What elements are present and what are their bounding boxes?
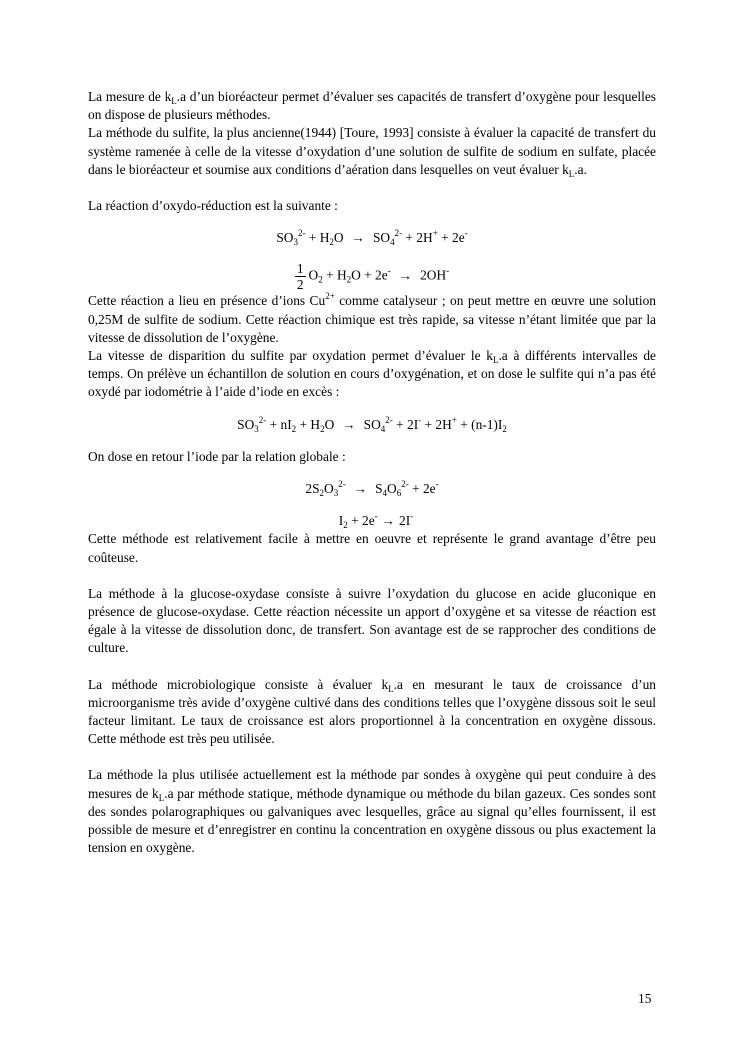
fraction-one-half: $\frac{1}{2}$ bbox=[296, 261, 304, 293]
equation-oxygen-reduction: $\frac{1}{2}$ $O_2 + H_2O + 2e^- \to 2OH^-$ bbox=[296, 261, 450, 293]
equation-thiosulfate: $2S_2O_3^{2-} \to S_4O_6^{2-} + 2e^-$ bbox=[305, 479, 439, 499]
paragraph-reaction-intro: La réaction d’oxydo-réduction est la suivante : bbox=[88, 198, 338, 214]
paragraph-back-titration: On dose en retour l’iode par la relation globale : bbox=[88, 448, 346, 464]
paragraph-method-advantage: Cette méthode est relativement facile à mettre en oeuvre et représente le grand avantage d’être peu coûteuse. bbox=[88, 531, 656, 565]
page-content bbox=[88, 88, 656, 858]
paragraph-copper-catalyst: Cette réaction a lieu en présence d’ions $Cu^{2+}$ comme catalyseur ; on peut mettre en œuvre une solution 0,25M de sulfite de sodium. Cette réaction chimique est très rapide, sa vitesse n’étant limitée que par la vitesse de dissolution de l’oxygène. bbox=[88, 291, 656, 345]
paragraph-intro: La mesure de $k_L.a$ d’un bioréacteur permet d’évaluer ses capacités de transfert d’oxygène pour lesquelles on dispose de plusieurs méthodes. bbox=[88, 89, 656, 123]
equation-iodometry: $SO_3^{2-} + nI_2 + H_2O \to SO_4^{2-} + 2I^- + 2H^+ + (n-1)I_2$ bbox=[237, 414, 507, 434]
page-number: 15 bbox=[638, 991, 652, 1006]
equation-iodine-reduction: $I_2 + 2e^- \to 2I^-$ bbox=[338, 511, 414, 531]
paragraph-glucose-oxidase: La méthode à la glucose-oxydase consiste à suivre l’oxydation du glucose en acide gluconique en présence de glucose-oxydase. Cette réaction nécessite un apport d’oxygène et sa vitesse de réaction est égale à la vitesse de dissolution donc, de transfert. Son avantage est de se rapprocher des conditions de culture. bbox=[88, 585, 656, 656]
equation-sulfite-oxidation: $SO_3^{2-} + H_2O \to SO_4^{2-} + 2H^+ + 2e^-$ bbox=[276, 228, 468, 248]
paragraph-sulfite-rate: La vitesse de disparition du sulfite par oxydation permet d’évaluer le $k_L.a$ à différents intervalles de temps. On prélève un échantillon de solution en cours d’oxygénation, et on dose le sulfite qui n’a pas été oxydé par iodométrie à l’aide d’iode en excès : bbox=[88, 348, 656, 400]
paragraph-oxygen-probes: La méthode la plus utilisée actuellement est la méthode par sondes à oxygène qui peut conduire à des mesures de $k_L.a$ par méthode statique, méthode dynamique ou méthode du bilan gazeux. Ces sondes sont des sondes polarographiques ou galvaniques avec lesquelles, grâce au signal qu’elles fournissent, il est possible de mesure et d’enregistrer en continu la concentration en oxygène dissous ou plus exactement la tension en oxygène. bbox=[88, 767, 656, 856]
paragraph-microbiological-method: La méthode microbiologique consiste à évaluer $k_L.a$ en mesurant le taux de croissance d’un microorganisme très avide d’oxygène cultivé dans des conditions telles que l’oxygène dissous soit le seul facteur limitant. Le taux de croissance est alors proportionnel à la concentration en oxygène dissous. Cette méthode est très peu utilisée. bbox=[88, 676, 656, 747]
paragraph-sulfite-method: La méthode du sulfite, la plus ancienne(1944) [Toure, 1993] consiste à évaluer la capacité de transfert du système ramenée à celle de la vitesse d’oxydation d’une solution de sulfite de sodium en sulfate, placée dans le bioréacteur et soumise aux conditions d’aération dans lesquelles on veut évaluer $k_L.a$. bbox=[88, 125, 656, 179]
